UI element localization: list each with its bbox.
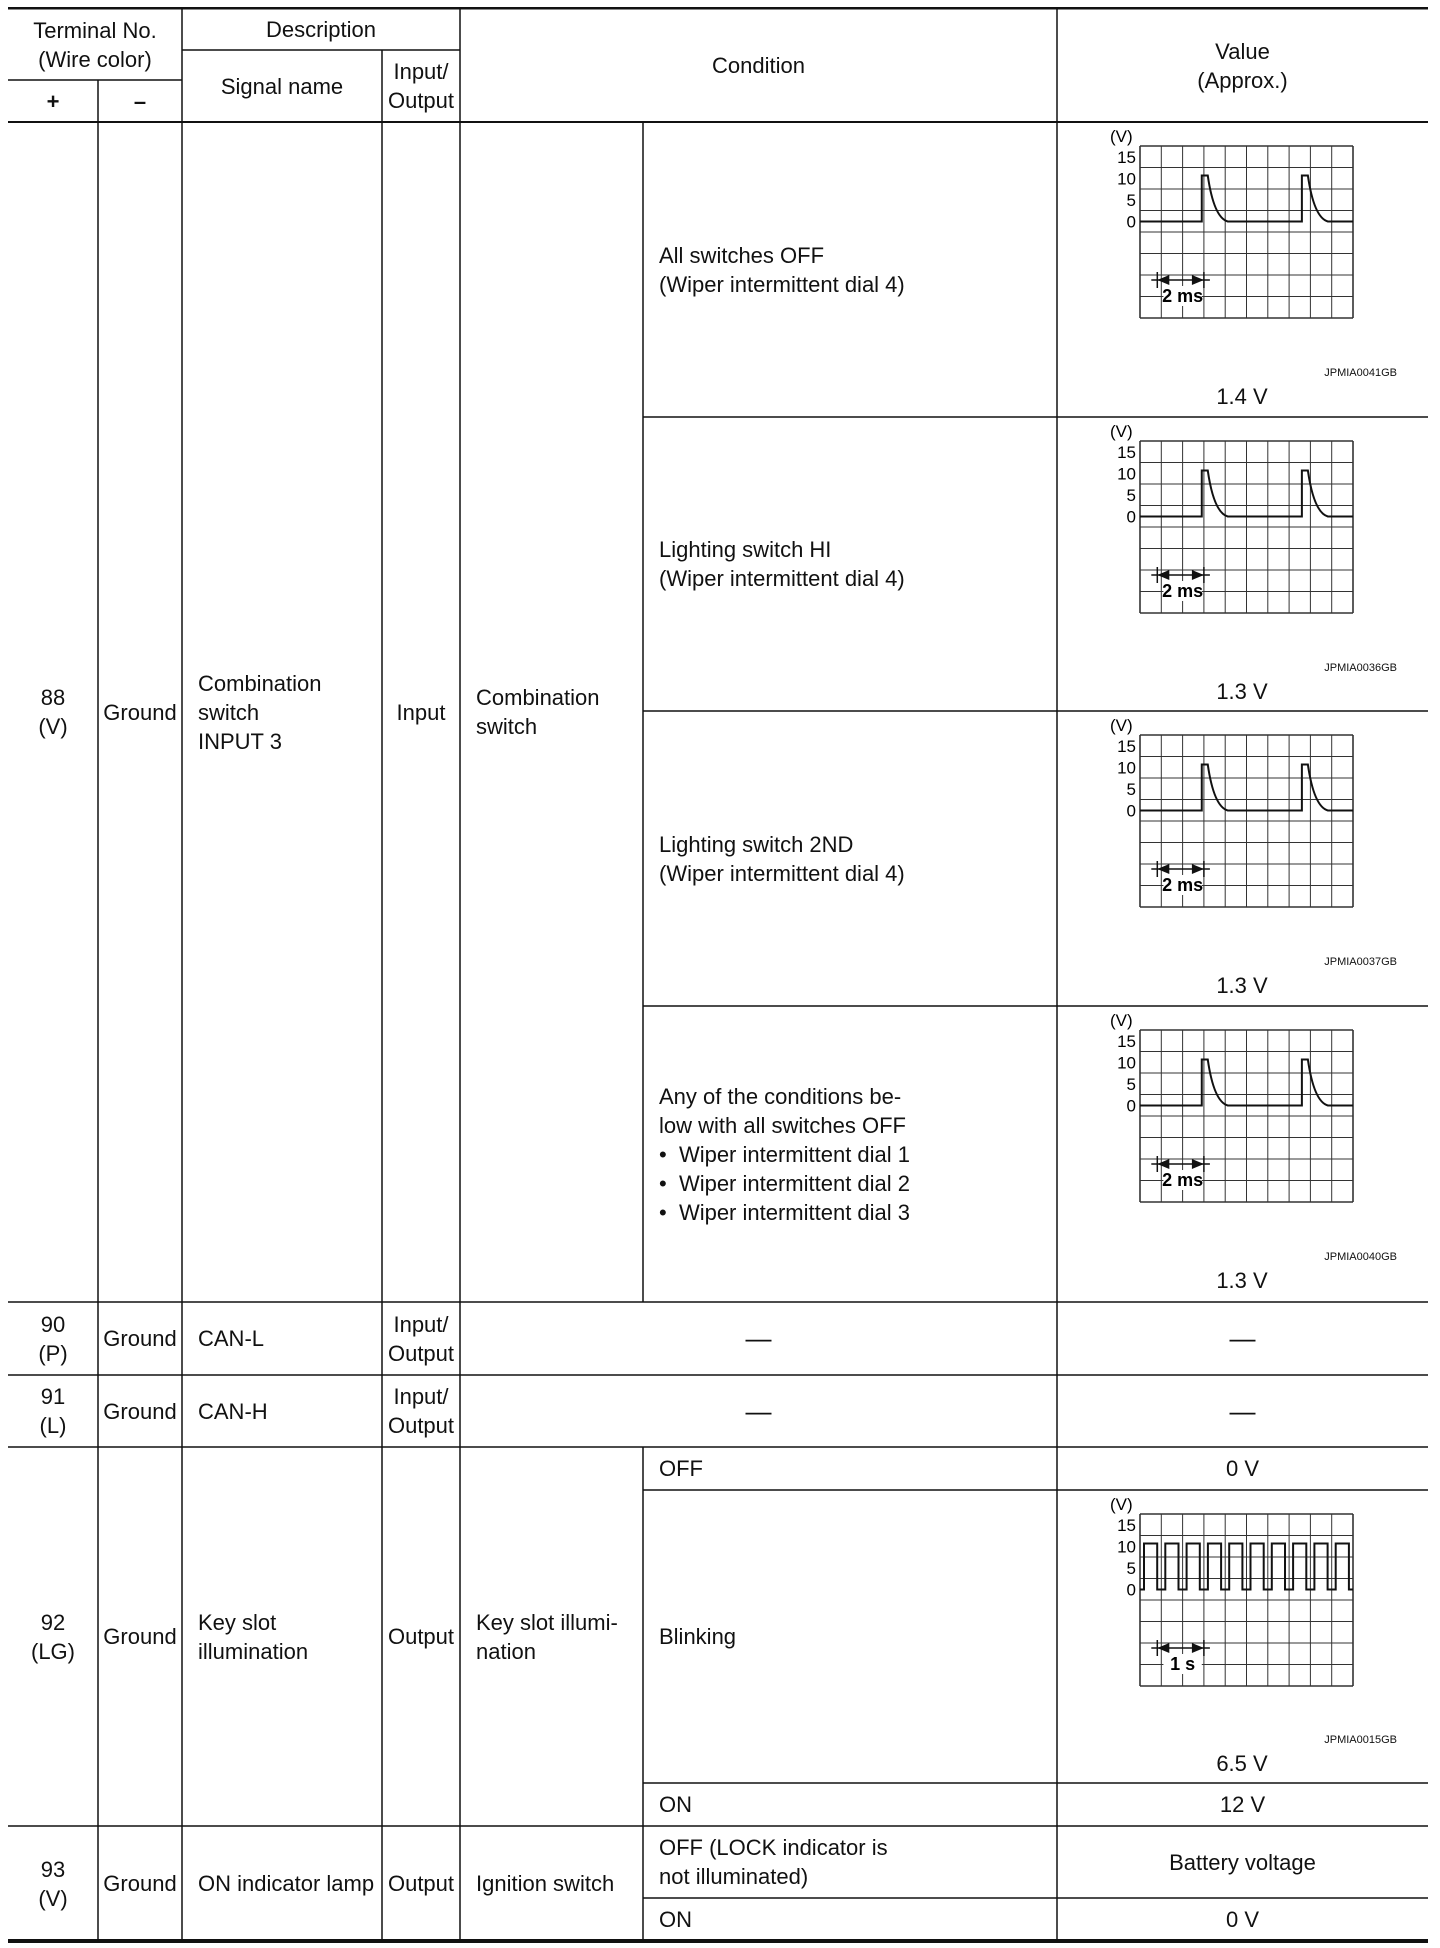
condition-92-on: ON bbox=[659, 1792, 692, 1817]
waveform-tick-label: 10 bbox=[1117, 1053, 1136, 1073]
waveform-tick-label: 5 bbox=[1126, 780, 1136, 799]
condition-bullet-2: • Wiper intermittent dial 2 bbox=[659, 1170, 911, 1196]
ground-91: Ground bbox=[103, 1398, 177, 1424]
terminal-88: 88 (V) bbox=[38, 685, 68, 739]
header-signal-name: Signal name bbox=[220, 73, 344, 99]
condition-lighting-2nd: Lighting switch 2ND (Wiper intermittent dial 4) bbox=[659, 831, 905, 886]
signal-88: Combination switch INPUT 3 bbox=[198, 670, 322, 754]
waveform-lighting-2nd bbox=[1057, 711, 1428, 931]
header-description: Description bbox=[265, 17, 377, 42]
io-92: Output bbox=[387, 1624, 455, 1649]
value-text: 1.3 V bbox=[1216, 1268, 1268, 1293]
waveform-tick-label: 10 bbox=[1117, 169, 1136, 189]
waveform-tick-label: 0 bbox=[1126, 801, 1136, 821]
waveform-tick-label: 0 bbox=[1126, 1096, 1136, 1116]
io-90: Input/ Output bbox=[387, 1311, 455, 1366]
header-input-output: Input/ Output bbox=[387, 59, 455, 113]
image-code: JPMIA0041GB bbox=[1324, 367, 1397, 379]
value-text: 1.3 V bbox=[1216, 679, 1268, 704]
waveform-tick-label: 15 bbox=[1117, 737, 1136, 756]
value-text: 1.3 V bbox=[1216, 973, 1268, 998]
waveform-time-marker bbox=[1151, 1156, 1210, 1190]
waveform-time-label: 1 s bbox=[1170, 1654, 1196, 1674]
waveform-tick-label: 15 bbox=[1117, 443, 1136, 462]
waveform-any-dial bbox=[1057, 1006, 1428, 1226]
waveform-blinking bbox=[1057, 1490, 1428, 1710]
waveform-unit-label: (V) bbox=[1110, 716, 1133, 735]
waveform-time-marker bbox=[1151, 1640, 1210, 1674]
waveform-tick-label: 15 bbox=[1117, 148, 1136, 167]
condition-91: — bbox=[745, 1395, 772, 1426]
waveform-time-marker bbox=[1151, 567, 1210, 601]
waveform-time-label: 2 ms bbox=[1162, 286, 1204, 306]
waveform-tick-label: 15 bbox=[1117, 1516, 1136, 1535]
ground-88: Ground bbox=[103, 699, 177, 725]
waveform-time-marker bbox=[1151, 861, 1210, 895]
condition-90: — bbox=[745, 1323, 772, 1353]
io-91: Input/ Output bbox=[387, 1384, 455, 1438]
ground-93: Ground bbox=[103, 1871, 177, 1896]
waveform-tick-label: 5 bbox=[1126, 1559, 1136, 1578]
image-code: JPMIA0037GB bbox=[1324, 956, 1397, 968]
waveform-tick-label: 5 bbox=[1126, 191, 1136, 210]
condition-93-off: OFF (LOCK indicator is not illuminated) bbox=[659, 1835, 888, 1889]
header-value: Value (Approx.) bbox=[1197, 38, 1288, 93]
terminal-table bbox=[8, 7, 1428, 1944]
waveform-unit-label: (V) bbox=[1110, 422, 1133, 441]
condition-group-88: Combination switch bbox=[476, 685, 600, 739]
condition-any-dial bbox=[643, 1006, 1057, 1302]
value-text: 6.5 V bbox=[1216, 1751, 1268, 1776]
condition-all-off: All switches OFF (Wiper intermittent dial 4) bbox=[659, 242, 905, 297]
ground-92: Ground bbox=[103, 1624, 177, 1649]
value-93-on: 0 V bbox=[1225, 1907, 1260, 1932]
condition-bullet-2-text: Wiper intermittent dial 2 bbox=[678, 1170, 911, 1196]
header-plus: + bbox=[46, 88, 60, 114]
signal-91: CAN-H bbox=[198, 1398, 268, 1424]
condition-93-on: ON bbox=[659, 1907, 692, 1932]
waveform-tick-label: 0 bbox=[1126, 507, 1136, 527]
condition-group-93: Ignition switch bbox=[476, 1871, 615, 1896]
waveform-tick-label: 5 bbox=[1126, 486, 1136, 505]
waveform-tick-label: 10 bbox=[1117, 464, 1136, 484]
condition-bullet-3-text: Wiper intermittent dial 3 bbox=[678, 1199, 911, 1225]
terminal-93: 93 (V) bbox=[38, 1856, 68, 1911]
ground-90: Ground bbox=[103, 1326, 177, 1351]
waveform-tick-label: 10 bbox=[1117, 1537, 1136, 1557]
waveform-unit-label: (V) bbox=[1110, 1495, 1133, 1514]
waveform-tick-label: 15 bbox=[1117, 1032, 1136, 1051]
io-93: Output bbox=[387, 1871, 455, 1896]
value-92-on: 12 V bbox=[1219, 1792, 1266, 1817]
waveform-all-off bbox=[1057, 122, 1428, 342]
header-condition: Condition bbox=[712, 53, 805, 78]
condition-bullet-1: • Wiper intermittent dial 1 bbox=[659, 1141, 911, 1167]
condition-any-dial-text: Any of the conditions be- low with all switches OFF bbox=[659, 1083, 906, 1138]
value-all-off bbox=[1057, 122, 1428, 417]
condition-lighting-hi: Lighting switch HI (Wiper intermittent dial 4) bbox=[659, 537, 905, 591]
condition-92-off: OFF bbox=[659, 1456, 703, 1481]
io-88: Input bbox=[396, 699, 446, 725]
image-code: JPMIA0036GB bbox=[1324, 662, 1397, 674]
value-92-off: 0 V bbox=[1225, 1456, 1260, 1481]
terminal-92: 92 (LG) bbox=[31, 1609, 75, 1664]
image-code: JPMIA0015GB bbox=[1324, 1734, 1397, 1746]
waveform-time-marker bbox=[1151, 272, 1210, 306]
value-any-dial bbox=[1057, 1006, 1428, 1302]
waveform-unit-label: (V) bbox=[1110, 1011, 1133, 1030]
waveform-tick-label: 10 bbox=[1117, 758, 1136, 778]
signal-92: Key slot illumination bbox=[198, 1609, 309, 1664]
image-code: JPMIA0040GB bbox=[1324, 1251, 1397, 1263]
terminal-90: 90 (P) bbox=[38, 1311, 68, 1366]
waveform-tick-label: 0 bbox=[1126, 212, 1136, 232]
waveform-tick-label: 5 bbox=[1126, 1075, 1136, 1094]
waveform-time-label: 2 ms bbox=[1162, 1170, 1204, 1190]
value-93-off: Battery voltage bbox=[1169, 1849, 1316, 1875]
header-minus: – bbox=[133, 88, 147, 114]
terminal-91: 91 (L) bbox=[39, 1384, 67, 1438]
waveform-lighting-hi bbox=[1057, 417, 1428, 637]
waveform-tick-label: 0 bbox=[1126, 1580, 1136, 1600]
waveform-time-label: 2 ms bbox=[1162, 875, 1204, 895]
value-lighting-hi bbox=[1057, 417, 1428, 711]
value-90: — bbox=[1229, 1323, 1256, 1353]
value-lighting-2nd bbox=[1057, 711, 1428, 1006]
header-terminal-no: Terminal No. (Wire color) bbox=[33, 17, 157, 72]
value-92-blinking bbox=[1057, 1490, 1428, 1783]
condition-group-92: Key slot illumi- nation bbox=[476, 1609, 618, 1664]
signal-93: ON indicator lamp bbox=[198, 1871, 375, 1896]
waveform-time-label: 2 ms bbox=[1162, 581, 1204, 601]
value-text: 1.4 V bbox=[1216, 384, 1268, 409]
signal-90: CAN-L bbox=[198, 1326, 265, 1351]
value-91: — bbox=[1229, 1395, 1256, 1426]
waveform-unit-label: (V) bbox=[1110, 127, 1133, 146]
condition-92-blinking: Blinking bbox=[659, 1624, 737, 1649]
condition-bullet-1-text: Wiper intermittent dial 1 bbox=[678, 1141, 911, 1167]
condition-bullet-3: • Wiper intermittent dial 3 bbox=[659, 1199, 911, 1225]
